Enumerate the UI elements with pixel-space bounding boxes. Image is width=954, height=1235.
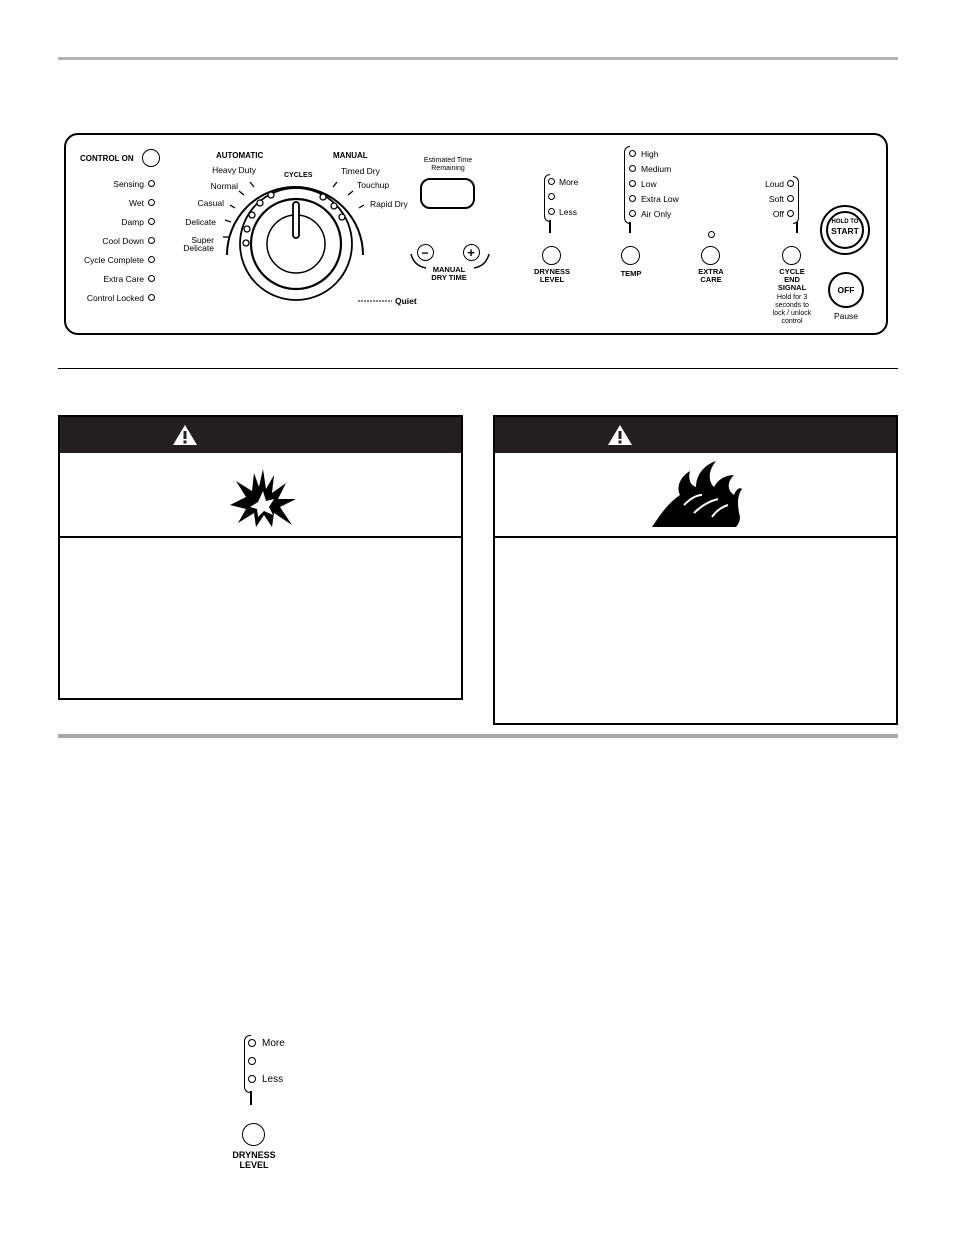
status-led: [148, 294, 155, 301]
time-minus-button[interactable]: [417, 244, 434, 261]
dryness-led: [548, 193, 555, 200]
status-label: Wet: [129, 198, 144, 208]
detail-stem: [250, 1091, 252, 1105]
detail-label-line: LEVEL: [239, 1160, 269, 1170]
cycle-normal[interactable]: Normal: [210, 181, 238, 191]
automatic-label: AUTOMATIC: [216, 151, 264, 160]
temp-led: [629, 210, 636, 217]
dryness-label-line: DRYNESS: [534, 267, 570, 276]
status-led: [148, 180, 155, 187]
estimated-time-line: Remaining: [431, 165, 465, 172]
cycle-casual[interactable]: Casual: [197, 198, 224, 208]
status-led: [148, 237, 155, 244]
bottom-rule: [58, 734, 898, 738]
signal-option: Loud: [765, 179, 784, 189]
hold-note-line: seconds to: [775, 302, 809, 309]
extra-care-button[interactable]: [701, 246, 720, 265]
detail-option: More: [262, 1038, 285, 1049]
cycle-delicate[interactable]: Delicate: [185, 217, 216, 227]
signal-led: [787, 210, 794, 217]
dryness-level-button[interactable]: [542, 246, 561, 265]
middle-rule: [58, 368, 898, 369]
warning-box-fire: [493, 415, 898, 725]
warning-triangle-icon: [607, 424, 633, 446]
status-led: [148, 218, 155, 225]
temp-stem: [629, 222, 631, 233]
warning-divider: [495, 536, 896, 538]
cycle-end-line: END: [784, 275, 800, 284]
super-delicate-line: Super: [191, 235, 214, 245]
manual-dry-time-line: DRY TIME: [431, 273, 467, 282]
hold-lock-note: [762, 294, 822, 326]
extra-care-line: CARE: [700, 275, 722, 284]
estimated-time-label: [410, 157, 486, 173]
hold-note-line: lock / unlock: [772, 310, 812, 317]
off-button[interactable]: [828, 272, 864, 308]
cycle-heavy-duty[interactable]: Heavy Duty: [212, 165, 256, 175]
detail-label-line: DRYNESS: [232, 1150, 276, 1160]
dryness-option: Less: [559, 207, 577, 217]
cycle-end-signal-label: [762, 268, 822, 292]
hold-note-line: Hold for 3: [776, 294, 808, 301]
start-label: START: [831, 226, 859, 236]
status-label: Control Locked: [86, 293, 144, 303]
extra-care-line: EXTRA: [698, 267, 724, 276]
hold-note-line: control: [781, 318, 803, 325]
dryness-led: [548, 178, 555, 185]
temp-led: [629, 150, 636, 157]
dryness-label-line: LEVEL: [539, 275, 565, 284]
status-led: [148, 199, 155, 206]
detail-led: [248, 1039, 256, 1047]
cycle-end-signal-button[interactable]: [782, 246, 801, 265]
temp-option: Air Only: [641, 209, 672, 219]
control-on-label: CONTROL ON: [80, 154, 134, 163]
cycle-rapid-dry[interactable]: Rapid Dry: [370, 199, 408, 209]
pause-label: Pause: [833, 311, 859, 321]
status-led: [148, 275, 155, 282]
temp-led: [629, 165, 636, 172]
extra-care-led: [708, 231, 715, 238]
signal-option: Off: [772, 209, 784, 219]
detail-led: [248, 1057, 256, 1065]
temp-led: [629, 180, 636, 187]
temp-option: Medium: [641, 164, 672, 174]
status-label: Damp: [121, 217, 144, 227]
cycle-end-line: SIGNAL: [777, 283, 807, 292]
status-label: Cycle Complete: [84, 255, 144, 265]
cycle-knob-graphic: [180, 160, 420, 310]
temp-option: Extra Low: [641, 194, 679, 204]
manual-dry-time-label: [414, 266, 484, 282]
detail-option: Less: [262, 1074, 284, 1085]
top-rule: [58, 57, 898, 60]
plus-icon: +: [467, 245, 475, 260]
off-label: OFF: [837, 285, 855, 295]
signal-option: Soft: [768, 194, 784, 204]
temp-button[interactable]: [621, 246, 640, 265]
time-plus-button[interactable]: [463, 244, 480, 261]
manual-label: MANUAL: [333, 151, 368, 160]
cycle-timed-dry[interactable]: Timed Dry: [341, 166, 380, 176]
dryness-stem: [549, 220, 551, 233]
signal-stem: [796, 222, 798, 233]
status-label: Cool Down: [102, 236, 144, 246]
temp-led: [629, 195, 636, 202]
control-on-indicator: [142, 149, 160, 167]
temp-option: High: [641, 149, 659, 159]
manual-dry-time-line: MANUAL: [432, 265, 466, 274]
dryness-led: [548, 208, 555, 215]
warning-box-explosion: [58, 415, 463, 700]
status-label: Sensing: [113, 179, 144, 189]
warning-triangle-icon: [172, 424, 198, 446]
detail-dryness-label: [218, 1150, 290, 1170]
minus-icon: −: [421, 246, 429, 260]
super-delicate-line: Delicate: [183, 243, 214, 253]
cycle-touchup[interactable]: Touchup: [357, 180, 390, 190]
explosion-icon: [228, 469, 298, 529]
cycle-end-line: CYCLE: [779, 267, 805, 276]
hold-to-start-button[interactable]: [820, 205, 870, 255]
detail-dryness-button[interactable]: [242, 1123, 265, 1146]
warning-header: [60, 417, 461, 453]
extra-care-label: [681, 268, 741, 284]
warning-header: [495, 417, 896, 453]
detail-led: [248, 1075, 256, 1083]
temp-label: TEMP: [620, 269, 642, 278]
time-display: [420, 178, 475, 209]
estimated-time-line: Estimated Time: [423, 157, 473, 164]
hold-to-label: HOLD TO: [831, 219, 859, 225]
status-label: Extra Care: [103, 274, 144, 284]
signal-led: [787, 180, 794, 187]
dryness-option: More: [559, 177, 579, 187]
warning-divider: [60, 536, 461, 538]
fire-icon: [650, 459, 742, 529]
cycles-label: CYCLES: [284, 172, 313, 179]
quiet-label: Quiet: [395, 296, 417, 306]
temp-option: Low: [641, 179, 657, 189]
status-led: [148, 256, 155, 263]
dryness-level-label: [522, 268, 582, 284]
signal-led: [787, 195, 794, 202]
